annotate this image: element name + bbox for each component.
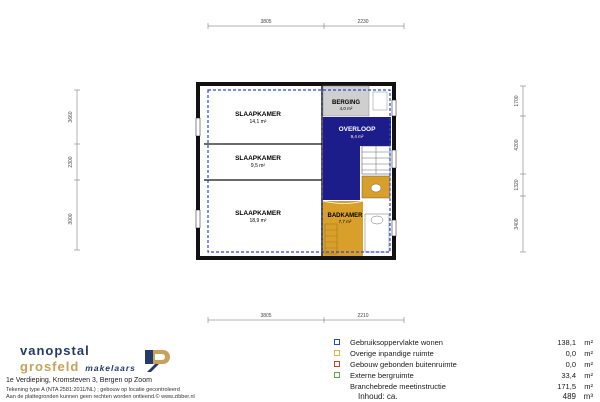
toilet-room [362, 176, 390, 198]
room-label-slaapkamer-1: SLAAPKAMER [235, 111, 281, 118]
legend-swatch-blue-icon [334, 339, 340, 345]
legend-row-gebruiksoppervlakte [334, 338, 596, 348]
room-label-berging: BERGING [331, 100, 361, 106]
legend-row-externe-berging [334, 371, 596, 381]
room-label-slaapkamer-2: SLAAPKAMER [235, 155, 281, 162]
dim-right-1: 1700 [514, 95, 520, 107]
legend-value: 138,1 [557, 338, 576, 347]
legend-swatch-orange-icon [334, 350, 340, 356]
dim-right-4: 3400 [514, 218, 520, 230]
room-label-slaapkamer-3: SLAAPKAMER [235, 210, 281, 217]
brand-logo [20, 344, 136, 376]
brand-line-2: grosfeld [20, 359, 80, 374]
dim-bottom-2: 2210 [357, 313, 369, 319]
dim-left-2: 2300 [68, 156, 74, 168]
footer [0, 336, 600, 400]
room-area-slaapkamer-2: 9,5 m² [250, 163, 266, 169]
legend-unit: m² [584, 360, 593, 369]
dim-left-3: 3000 [68, 213, 74, 225]
dim-bottom-1: 3805 [260, 313, 272, 319]
legend-label: Branchebrede meetinstructie [350, 382, 446, 391]
legend-row-branchebreed [334, 382, 596, 392]
legend-swatch-red-icon [334, 361, 340, 367]
legend-label: Externe bergruimte [350, 371, 414, 380]
disclaimer-text: Aan de plattegronden kunnen geen rechten worden ontleend.© www.zibber.nl [6, 394, 195, 400]
brand-line-3: makelaars [85, 363, 136, 373]
dimension-top [208, 19, 404, 29]
dimension-right [514, 86, 526, 252]
dim-top-2: 2230 [357, 19, 369, 25]
dim-right-2: 4200 [514, 139, 520, 151]
dim-left-1: 3660 [68, 111, 74, 123]
legend-unit: m² [584, 382, 593, 391]
room-area-berging: 4,0 m² [339, 106, 353, 111]
dimension-left [68, 90, 80, 250]
drawing-type-text: Tekening type A (NTA 2581:2011/NL) ; gebouw op locatie gecontroleerd [6, 387, 180, 393]
legend-unit: m² [584, 371, 593, 380]
content-unit: m³ [583, 392, 593, 401]
legend-unit: m² [584, 349, 593, 358]
legend-row-buitenruimte [334, 360, 596, 370]
room-label-badkamer: BADKAMER [327, 213, 363, 219]
legend-row-inhoud [334, 392, 596, 402]
brand-line-1: vanopstal [20, 343, 90, 358]
legend-label: Overige inpandige ruimte [350, 349, 434, 358]
legend-row-overige-inpandig [334, 349, 596, 359]
content-label: Inhoud: ca. [358, 392, 398, 401]
room-area-overloop: 9,4 m² [350, 134, 364, 139]
room-area-slaapkamer-3: 18,9 m² [249, 218, 267, 224]
room-area-badkamer: 7,7 m² [338, 219, 352, 224]
address-text: 1e Verdieping, Kromsteven 3, Bergen op Zoom [6, 377, 152, 384]
brand-emblem-icon [143, 346, 173, 374]
legend-value: 33,4 [561, 371, 576, 380]
content-value: 489 [562, 392, 576, 401]
dim-top-1: 3805 [260, 19, 272, 25]
legend-value: 0,0 [565, 349, 576, 358]
dim-right-3: 1320 [514, 179, 520, 191]
legend-unit: m² [584, 338, 593, 347]
legend-swatch-green-icon [334, 372, 340, 378]
room-label-overloop: OVERLOOP [338, 126, 376, 133]
legend-label: Gebruiksoppervlakte wonen [350, 338, 443, 347]
room-area-slaapkamer-1: 14,1 m² [249, 119, 267, 125]
legend-value: 171,5 [557, 382, 576, 391]
legend-label: Gebouw gebonden buitenruimte [350, 360, 457, 369]
dimension-bottom [208, 313, 404, 323]
legend-value: 0,0 [565, 360, 576, 369]
stairs [362, 146, 390, 174]
